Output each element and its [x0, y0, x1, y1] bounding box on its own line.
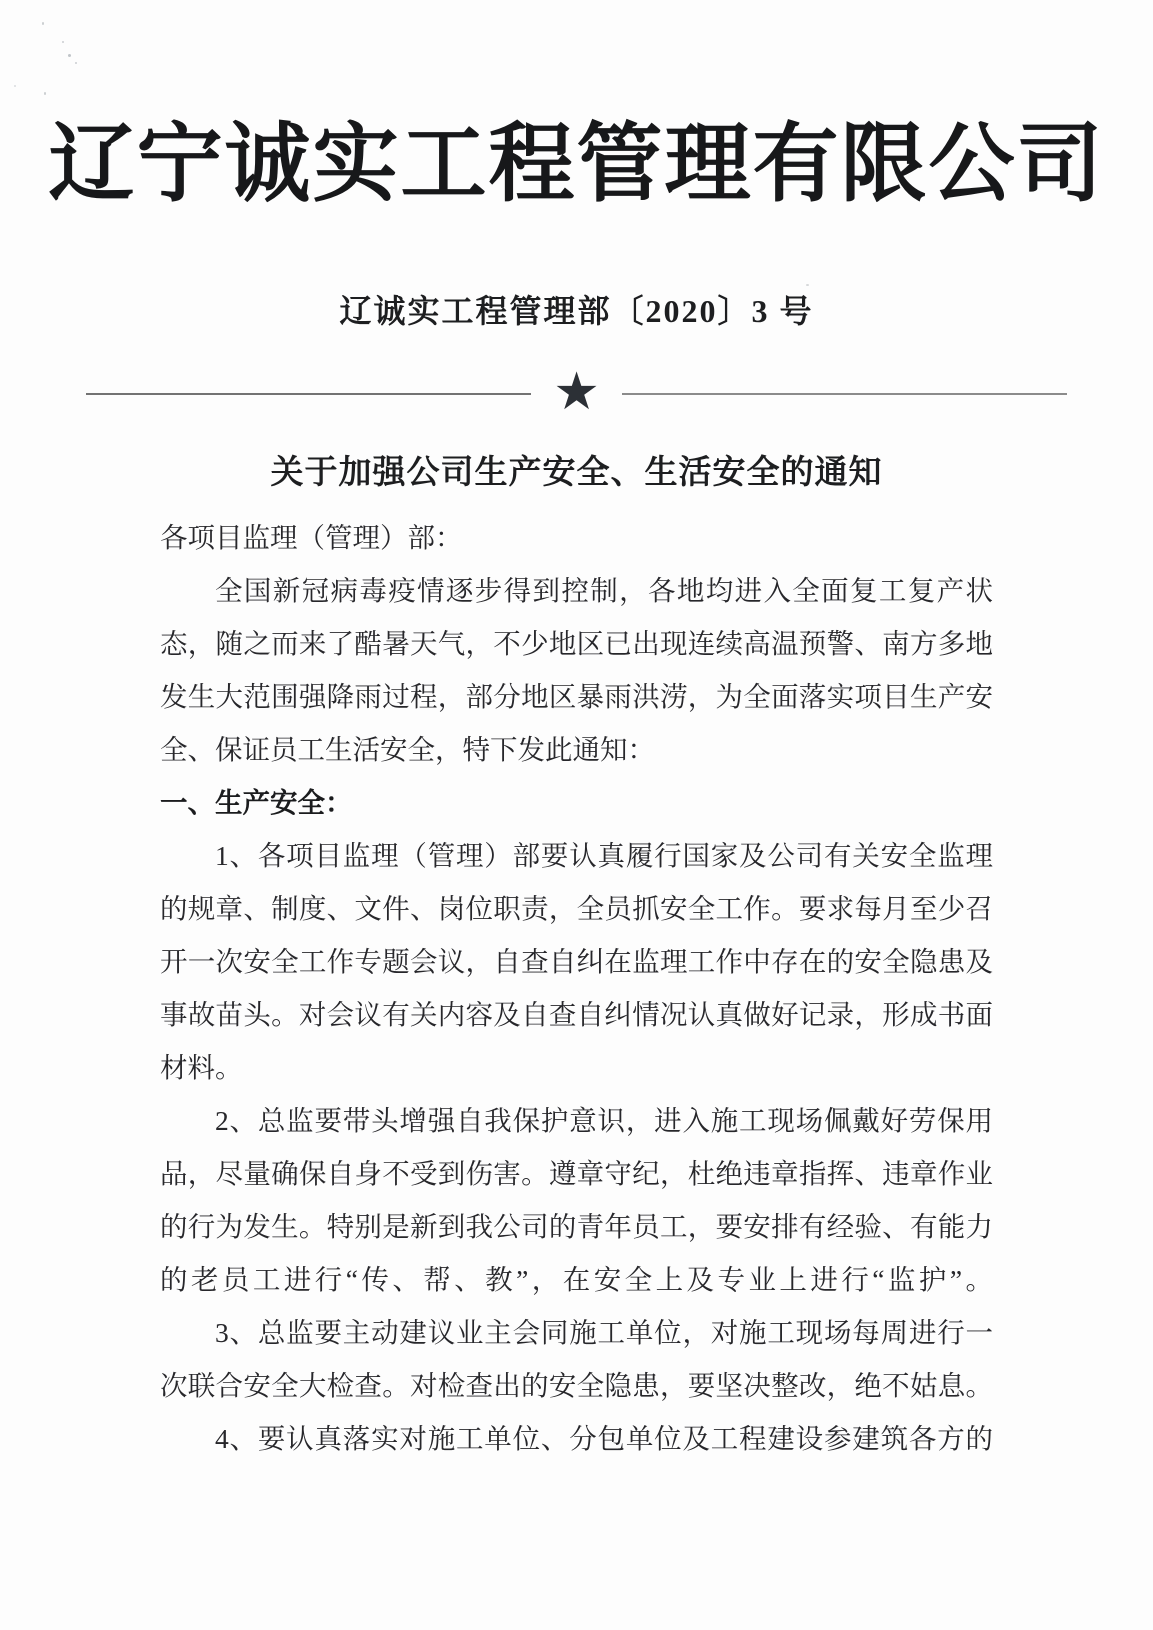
scan-speck	[75, 62, 77, 64]
scan-speck	[806, 284, 809, 286]
text-line: 4、要认真落实对施工单位、分包单位及工程建设参建筑各方的	[215, 1423, 993, 1455]
scan-speck	[44, 92, 46, 95]
text-line: 事故苗头。对会议有关内容及自查自纠情况认真做好记录，形成书面	[160, 999, 993, 1031]
text-line: 次联合安全大检查。对检查出的安全隐患，要坚决整改，绝不姑息。	[160, 1370, 993, 1402]
text-line: 全国新冠病毒疫情逐步得到控制，各地均进入全面复工复产状	[215, 575, 993, 607]
scan-speck	[62, 41, 64, 43]
text-line: 的行为发生。特别是新到我公司的青年员工，要安排有经验、有能力	[160, 1211, 993, 1243]
text-line: 的老员工进行“传、帮、教”，在安全上及专业上进行“监护”。	[160, 1264, 993, 1296]
text-line: 开一次安全工作专题会议，自查自纠在监理工作中存在的安全隐患及	[160, 946, 993, 978]
scan-speck	[14, 85, 16, 87]
text-line: 品，尽量确保自身不受到伤害。遵章守纪，杜绝违章指挥、违章作业	[160, 1158, 993, 1190]
scan-speck	[68, 54, 71, 57]
text-line: 各项目监理（管理）部：	[160, 522, 463, 554]
text-line: 态，随之而来了酷暑天气，不少地区已出现连续高温预警、南方多地	[160, 628, 993, 660]
divider-rule-right	[622, 393, 1067, 395]
notice-title: 关于加强公司生产安全、生活安全的通知	[270, 455, 883, 492]
company-letterhead-title: 辽宁诚实工程管理有限公司	[48, 116, 1105, 212]
star-divider	[86, 362, 1067, 423]
star-icon: ★	[553, 362, 600, 423]
section-heading: 一、生产安全：	[160, 787, 353, 819]
text-line: 3、总监要主动建议业主会同施工单位，对施工现场每周进行一	[215, 1317, 993, 1349]
text-line: 材料。	[160, 1052, 243, 1084]
document-reference-number: 辽诚实工程管理部〔2020〕3 号	[339, 293, 814, 330]
divider-rule-left	[86, 393, 531, 395]
text-line: 全、保证员工生活安全，特下发此通知：	[160, 734, 655, 766]
text-line: 2、总监要带头增强自我保护意识，进入施工现场佩戴好劳保用	[215, 1105, 993, 1137]
scan-speck	[42, 22, 44, 25]
text-line: 的规章、制度、文件、岗位职责，全员抓安全工作。要求每月至少召	[160, 893, 993, 925]
text-line: 1、各项目监理（管理）部要认真履行国家及公司有关安全监理	[215, 840, 993, 872]
document-body	[160, 511, 993, 1465]
text-line: 发生大范围强降雨过程，部分地区暴雨洪涝，为全面落实项目生产安	[160, 681, 993, 713]
